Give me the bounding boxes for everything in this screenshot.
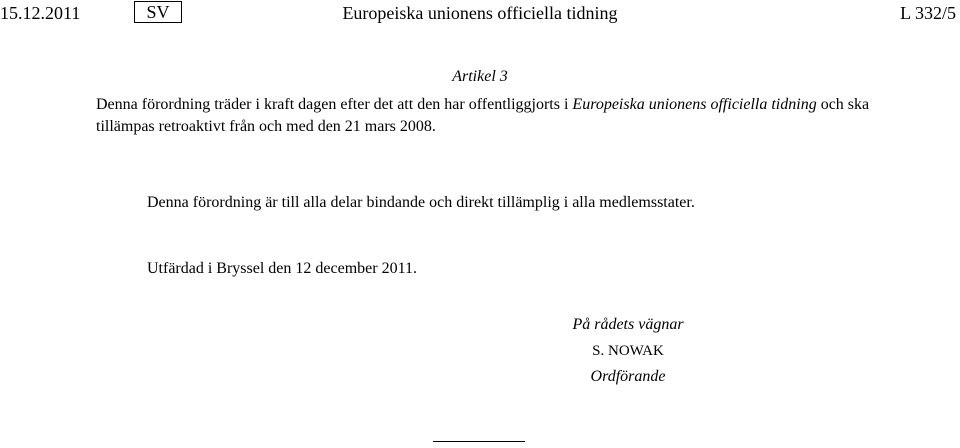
language-badge: SV: [134, 1, 182, 23]
paragraph-text-part1: Denna förordning träder i kraft dagen efter det att den har offentliggjorts i: [96, 96, 573, 113]
journal-title: Europeiska unionens officiella tidning: [342, 3, 618, 23]
signature-name: S. NOWAK: [592, 343, 664, 359]
paragraph-text-journal-name: Europeiska unionens officiella tidning: [572, 96, 817, 113]
end-rule: [433, 441, 525, 442]
header-date: 15.12.2011: [0, 3, 81, 23]
page-reference: L 332/5: [900, 3, 956, 23]
signature-on-behalf: På rådets vägnar: [572, 316, 684, 333]
article-title: Artikel 3: [452, 68, 508, 85]
signature-role: Ordförande: [590, 368, 666, 385]
article-paragraph-done-at: Utfärdad i Bryssel den 12 december 2011.: [147, 260, 417, 277]
article-paragraph-entry-into-force: [96, 94, 876, 138]
paragraph-text-part2: och ska tillämpas retroaktivt från och med den 21 mars 2008.: [96, 96, 870, 135]
article-paragraph-binding: Denna förordning är till alla delar bindande och direkt tillämplig i alla medlemsstater.: [147, 194, 695, 211]
